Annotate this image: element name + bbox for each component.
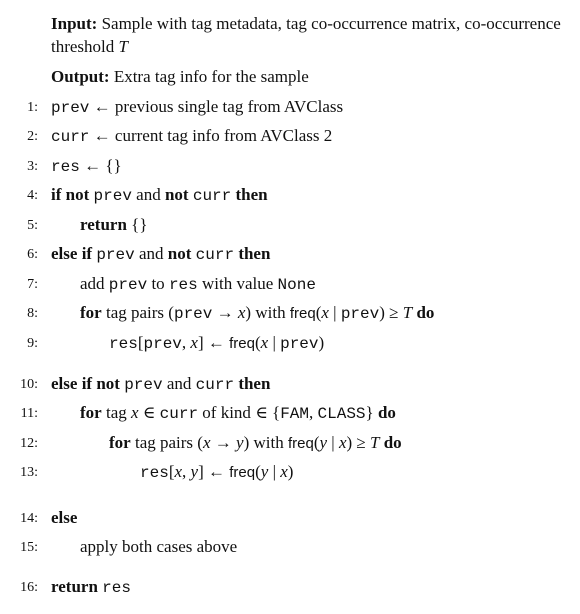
line-code: curr ← current tag info from AVClass 2: [51, 126, 333, 146]
line-number: 4:: [27, 188, 38, 203]
algo-line-2: [0, 124, 580, 148]
line-number: 2:: [27, 129, 38, 144]
line-number: 11:: [20, 406, 38, 421]
line-number: 7:: [27, 277, 38, 292]
line-code: for tag pairs (prev → x) with freq(x | prev) ≥ T do: [80, 303, 435, 323]
algo-line-10: [0, 372, 580, 396]
line-code: else if not prev and curr then: [51, 374, 271, 394]
line-code: for tag x ∈ curr of kind ∈ {FAM, CLASS} do: [80, 403, 396, 423]
line-code: return res: [51, 577, 131, 597]
algo-line-14: [0, 506, 580, 530]
line-number: 3:: [27, 159, 38, 174]
line-number: 5:: [27, 218, 38, 233]
line-code: apply both cases above: [80, 537, 238, 556]
line-code: else: [51, 508, 78, 527]
input-description: [51, 12, 571, 58]
input-label: Input:: [51, 14, 98, 33]
algo-line-8: [0, 301, 580, 325]
algo-line-16: [0, 575, 580, 599]
line-code: for tag pairs (x → y) with freq(y | x) ≥ T do: [109, 433, 402, 452]
line-code: prev ← previous single tag from AVClass: [51, 97, 344, 117]
algo-line-12: [0, 431, 580, 455]
algo-line-5: [0, 213, 580, 237]
output-label: Output:: [51, 67, 110, 86]
line-code: else if prev and not curr then: [51, 244, 271, 264]
algo-line-3: [0, 154, 580, 178]
algo-line-9: [0, 331, 580, 355]
line-number: 10:: [20, 377, 38, 392]
output-description: [51, 65, 571, 88]
line-number: 13:: [20, 465, 38, 480]
output-text: Extra tag info for the sample: [113, 67, 309, 86]
algo-line-7: [0, 272, 580, 296]
line-code: res[x, y] ← freq(y | x): [140, 462, 294, 482]
line-number: 15:: [20, 540, 38, 555]
line-number: 14:: [20, 511, 38, 526]
line-number: 6:: [27, 247, 38, 262]
line-code: return {}: [80, 215, 148, 234]
line-code: res[prev, x] ← freq(x | prev): [109, 333, 325, 353]
line-code: if not prev and not curr then: [51, 185, 268, 205]
line-number: 12:: [20, 436, 38, 451]
line-number: 1:: [27, 100, 38, 115]
threshold-var: T: [118, 37, 128, 56]
algo-line-1: [0, 95, 580, 119]
line-number: 9:: [27, 336, 38, 351]
input-text: Sample with tag metadata, tag co-occurrence matrix, co-occurrence threshold: [51, 14, 561, 56]
algo-line-11: [0, 401, 580, 425]
algo-line-6: [0, 242, 580, 266]
algo-line-4: [0, 183, 580, 207]
line-code: res ← {}: [51, 156, 122, 176]
line-number: 16:: [20, 580, 38, 595]
line-code: add prev to res with value None: [80, 274, 316, 294]
algo-line-13: [0, 460, 580, 484]
algo-line-15: [0, 535, 580, 559]
line-number: 8:: [27, 306, 38, 321]
